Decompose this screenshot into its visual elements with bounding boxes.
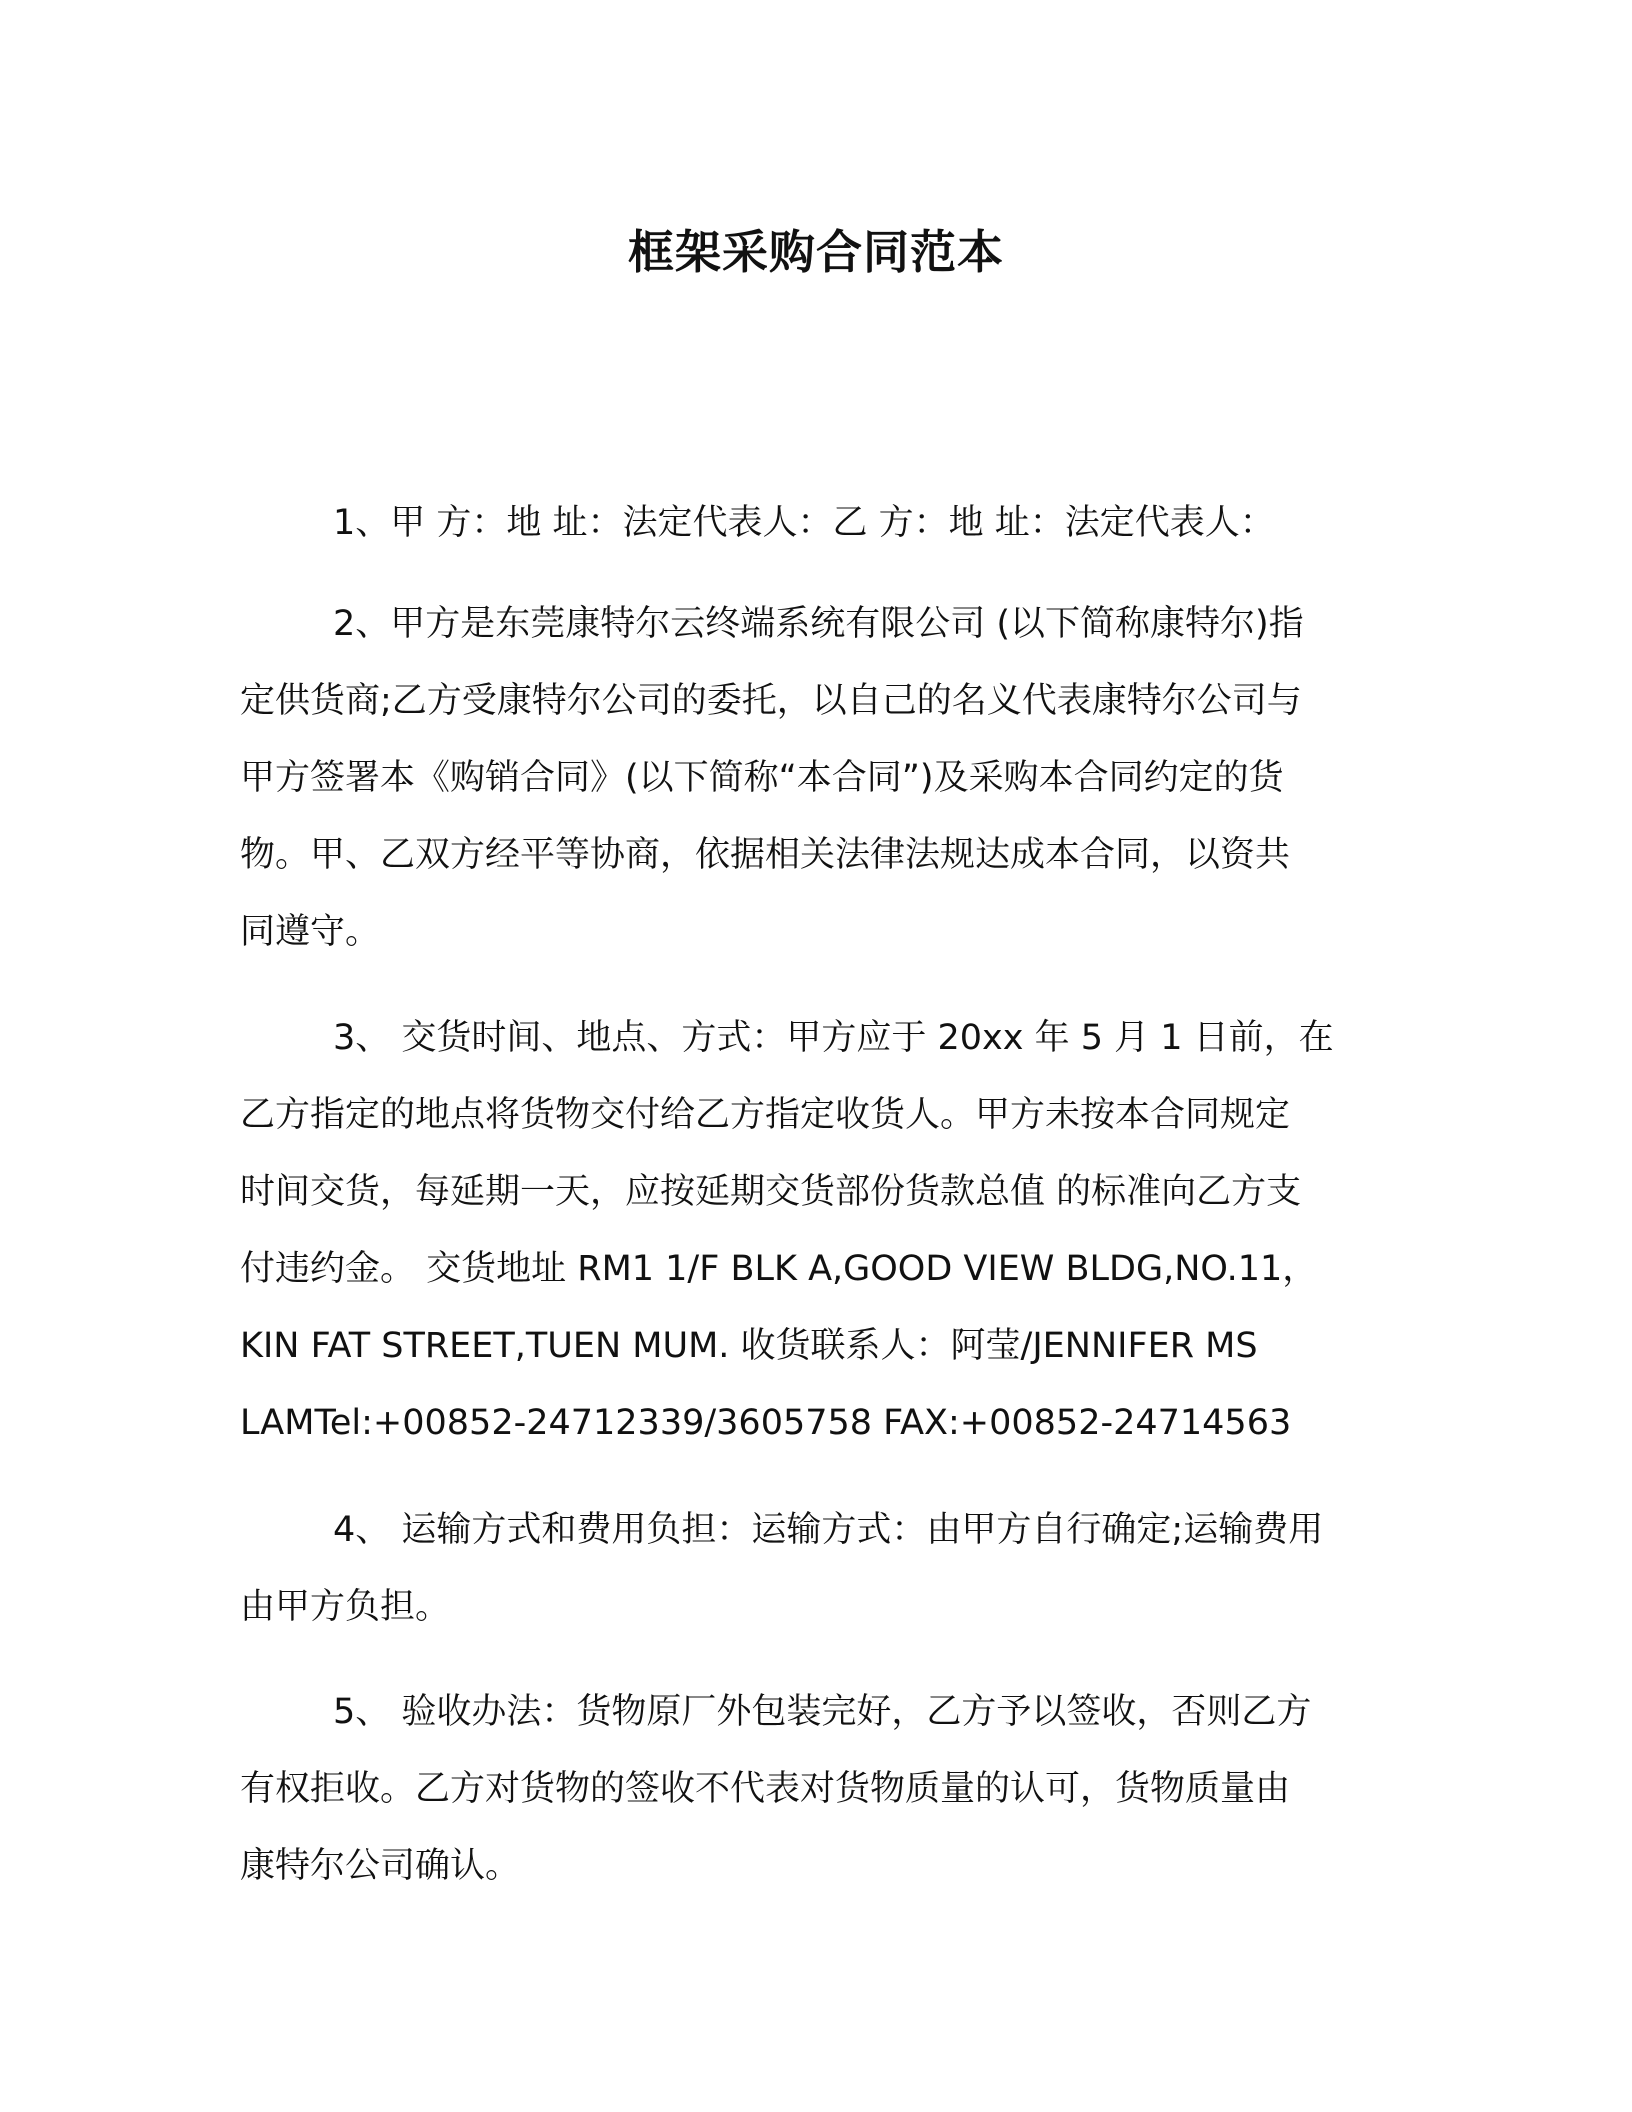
clause-3-line-6: LAMTel:+00852-24712339/3605758 FAX:+00852-24714563 — [240, 1403, 1292, 1443]
clause-3-line-4: 付违约金。 交货地址 RM1 1/F BLK A,GOOD VIEW BLDG,NO.11， — [240, 1249, 1318, 1289]
clause-4-line-2: 由甲方负担。 — [240, 1587, 451, 1627]
clause-2 — [240, 586, 1388, 971]
clause-2-line-3: 甲方签署本《购销合同》(以下简称“本合同”)及采购本合同约定的货 — [240, 758, 1284, 798]
clause-4-line-1: 4、 运输方式和费用负担：运输方式：由甲方自行确定;运输费用 — [333, 1510, 1324, 1550]
clause-5 — [240, 1674, 1388, 1905]
clause-3-line-1: 3、 交货时间、地点、方式：甲方应于 20xx 年 5 月 1 日前，在 — [333, 1018, 1334, 1058]
clause-5-line-1: 5、 验收办法：货物原厂外包装完好，乙方予以签收，否则乙方 — [333, 1692, 1312, 1732]
clause-3 — [240, 1000, 1388, 1462]
document-title: 框架采购合同范本 — [628, 225, 1004, 279]
clause-3-line-2: 乙方指定的地点将货物交付给乙方指定收货人。甲方未按本合同规定 — [240, 1095, 1291, 1135]
clause-4 — [240, 1492, 1388, 1646]
clause-3-line-5: KIN FAT STREET,TUEN MUM. 收货联系人：阿莹/JENNIFER MS — [240, 1326, 1258, 1366]
clause-1-line-1: 1、甲 方：地 址：法定代表人：乙 方：地 址：法定代表人： — [333, 503, 1275, 543]
clause-5-line-3: 康特尔公司确认。 — [240, 1846, 521, 1886]
clause-2-line-2: 定供货商;乙方受康特尔公司的委托，以自己的名义代表康特尔公司与 — [240, 681, 1302, 721]
clause-1 — [240, 485, 1388, 562]
clause-2-line-1: 2、甲方是东莞康特尔云终端系统有限公司 (以下简称康特尔)指 — [333, 604, 1304, 644]
clause-3-line-3: 时间交货，每延期一天，应按延期交货部份货款总值 的标准向乙方支 — [240, 1172, 1302, 1212]
clause-5-line-2: 有权拒收。乙方对货物的签收不代表对货物质量的认可，货物质量由 — [240, 1769, 1291, 1809]
clause-2-line-5: 同遵守。 — [240, 912, 381, 952]
clause-2-line-4: 物。甲、乙双方经平等协商，依据相关法律法规达成本合同，以资共 — [240, 835, 1291, 875]
